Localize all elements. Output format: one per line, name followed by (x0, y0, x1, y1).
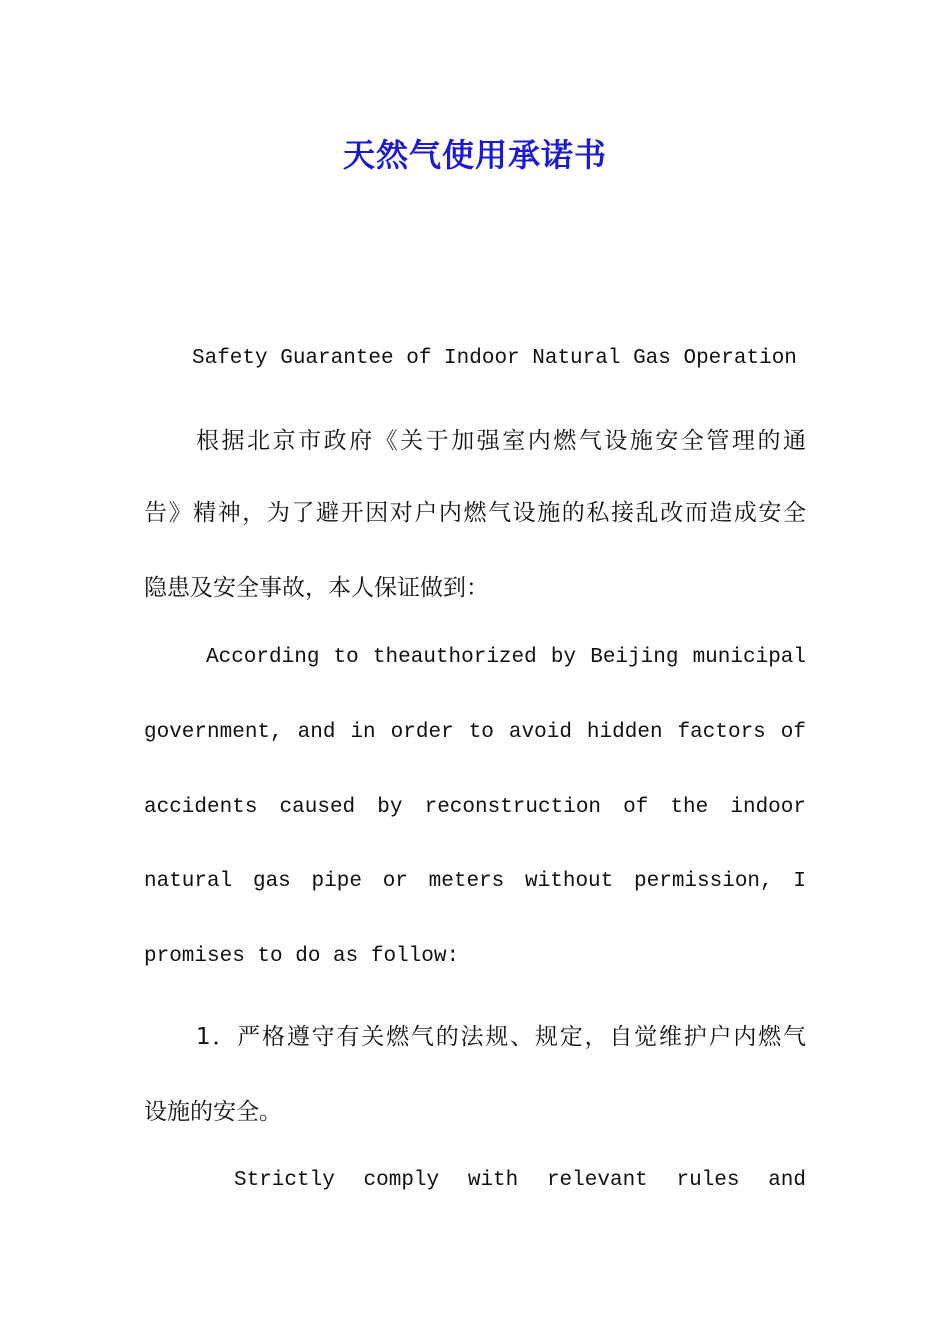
zh-paragraph-1-line-3: 隐患及安全事故，本人保证做到： (144, 575, 489, 601)
zh-paragraph-1-line-1: 根据北京市政府《关于加强室内燃气设施安全管理的通 (196, 428, 806, 454)
zh-paragraph-1-line-2: 告》精神，为了避开因对户内燃气设施的私接乱改而造成安全 (144, 500, 806, 526)
en-item-1-line-1: Strictly comply with relevant rules and (234, 1169, 806, 1192)
en-paragraph-1-line-2: government, and in order to avoid hidden factors of (144, 721, 806, 744)
en-paragraph-1-line-5: promises to do as follow: (144, 945, 460, 968)
en-paragraph-1-line-1: According to theauthorized by Beijing municipal (206, 646, 806, 669)
zh-item-1-line-2: 设施的安全。 (144, 1099, 282, 1125)
en-paragraph-1-line-3: accidents caused by reconstruction of the indoor (144, 796, 806, 819)
zh-item-1-line-1: 1．严格遵守有关燃气的法规、规定，自觉维护户内燃气 (196, 1024, 806, 1050)
en-paragraph-1-line-4: natural gas pipe or meters without permission, I (144, 870, 806, 893)
english-subtitle: Safety Guarantee of Indoor Natural Gas Operation (192, 347, 797, 370)
document-title: 天然气使用承诺书 (342, 136, 607, 174)
